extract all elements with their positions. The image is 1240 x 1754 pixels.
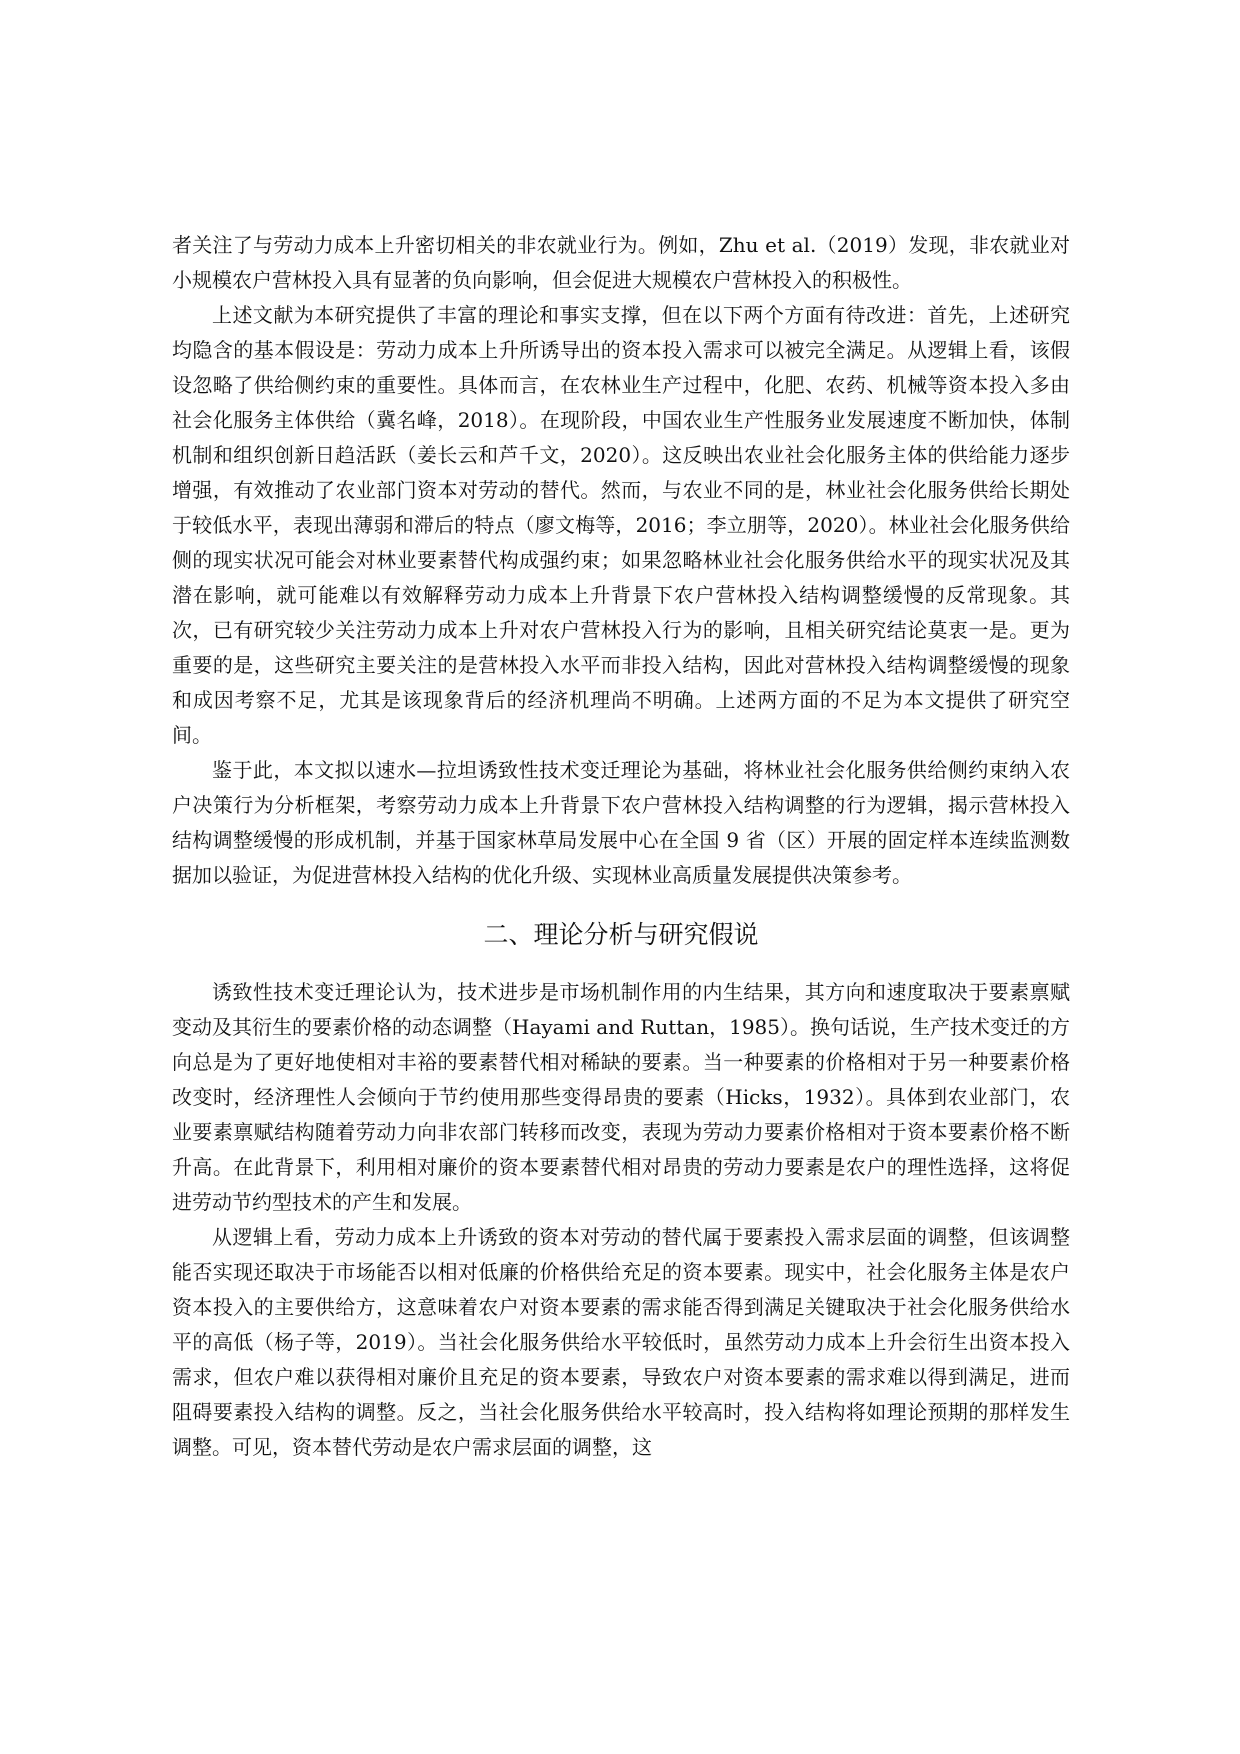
paragraph-research-aim: 鉴于此，本文拟以速水—拉坦诱致性技术变迁理论为基础，将林业社会化服务供给侧约束纳入农户决策行为分析框架，考察劳动力成本上升背景下农户营林投入结构调整的行为逻辑，揭示营林投入结构调整缓慢的形成机制，并基于国家林草局发展中心在全国 9 省（区）开展的固定样本连续监测数据加以验证，为促进营林投入结构的优化升级、实现林业高质量发展提供决策参考。: [172, 758, 1070, 887]
paragraph-supply-constraint-logic: 从逻辑上看，劳动力成本上升诱致的资本对劳动的替代属于要素投入需求层面的调整，但该调整能否实现还取决于市场能否以相对低廉的价格供给充足的资本要素。现实中，社会化服务主体是农户资本投入的主要供给方，这意味着农户对资本要素的需求能否得到满足关键取决于社会化服务供给水平的高低（杨子等，2019）。当社会化服务供给水平较低时，虽然劳动力成本上升会衍生出资本投入需求，但农户难以获得相对廉价且充足的资本要素，导致农户对资本要素的需求难以得到满足，进而阻碍要素投入结构的调整。反之，当社会化服务供给水平较高时，投入结构将如理论预期的那样发生调整。可见，资本替代劳动是农户需求层面的调整，这: [172, 1225, 1070, 1459]
paragraph-literature-critique: 上述文献为本研究提供了丰富的理论和事实支撑，但在以下两个方面有待改进：首先，上述研究均隐含的基本假设是：劳动力成本上升所诱导出的资本投入需求可以被完全满足。从逻辑上看，该假设忽略了供给侧约束的重要性。具体而言，在农林业生产过程中，化肥、农药、机械等资本投入多由社会化服务主体供给（冀名峰，2018）。在现阶段，中国农业生产性服务业发展速度不断加快，体制机制和组织创新日趋活跃（姜长云和芦千文，2020）。这反映出农业社会化服务主体的供给能力逐步增强，有效推动了农业部门资本对劳动的替代。然而，与农业不同的是，林业社会化服务供给长期处于较低水平，表现出薄弱和滞后的特点（廖文梅等，2016；李立朋等，2020）。林业社会化服务供给侧的现实状况可能会对林业要素替代构成强约束；如果忽略林业社会化服务供给水平的现实状况及其潜在影响，就可能难以有效解释劳动力成本上升背景下农户营林投入结构调整缓慢的反常现象。其次，已有研究较少关注劳动力成本上升对农户营林投入行为的影响，且相关研究结论莫衷一是。更为重要的是，这些研究主要关注的是营林投入水平而非投入结构，因此对营林投入结构调整缓慢的现象和成因考察不足，尤其是该现象背后的经济机理尚不明确。上述两方面的不足为本文提供了研究空间。: [172, 303, 1070, 747]
section-heading: 二、理论分析与研究假说: [483, 920, 759, 949]
page-body: [172, 228, 1070, 1465]
paragraph-induced-innovation-theory: 诱致性技术变迁理论认为，技术进步是市场机制作用的内生结果，其方向和速度取决于要素禀赋变动及其衍生的要素价格的动态调整（Hayami and Ruttan，1985）。换句话说，生产技术变迁的方向总是为了更好地使相对丰裕的要素替代相对稀缺的要素。当一种要素的价格相对于另一种要素价格改变时，经济理性人会倾向于节约使用那些变得昂贵的要素（Hicks，1932）。具体到农业部门，农业要素禀赋结构随着劳动力向非农部门转移而改变，表现为劳动力要素价格相对于资本要素价格不断升高。在此背景下，利用相对廉价的资本要素替代相对昂贵的劳动力要素是农户的理性选择，这将促进劳动节约型技术的产生和发展。: [172, 980, 1070, 1214]
paragraph-continuation: 者关注了与劳动力成本上升密切相关的非农就业行为。例如，Zhu et al.（2019）发现，非农就业对小规模农户营林投入具有显著的负向影响，但会促进大规模农户营林投入的积极性。: [172, 233, 1070, 292]
